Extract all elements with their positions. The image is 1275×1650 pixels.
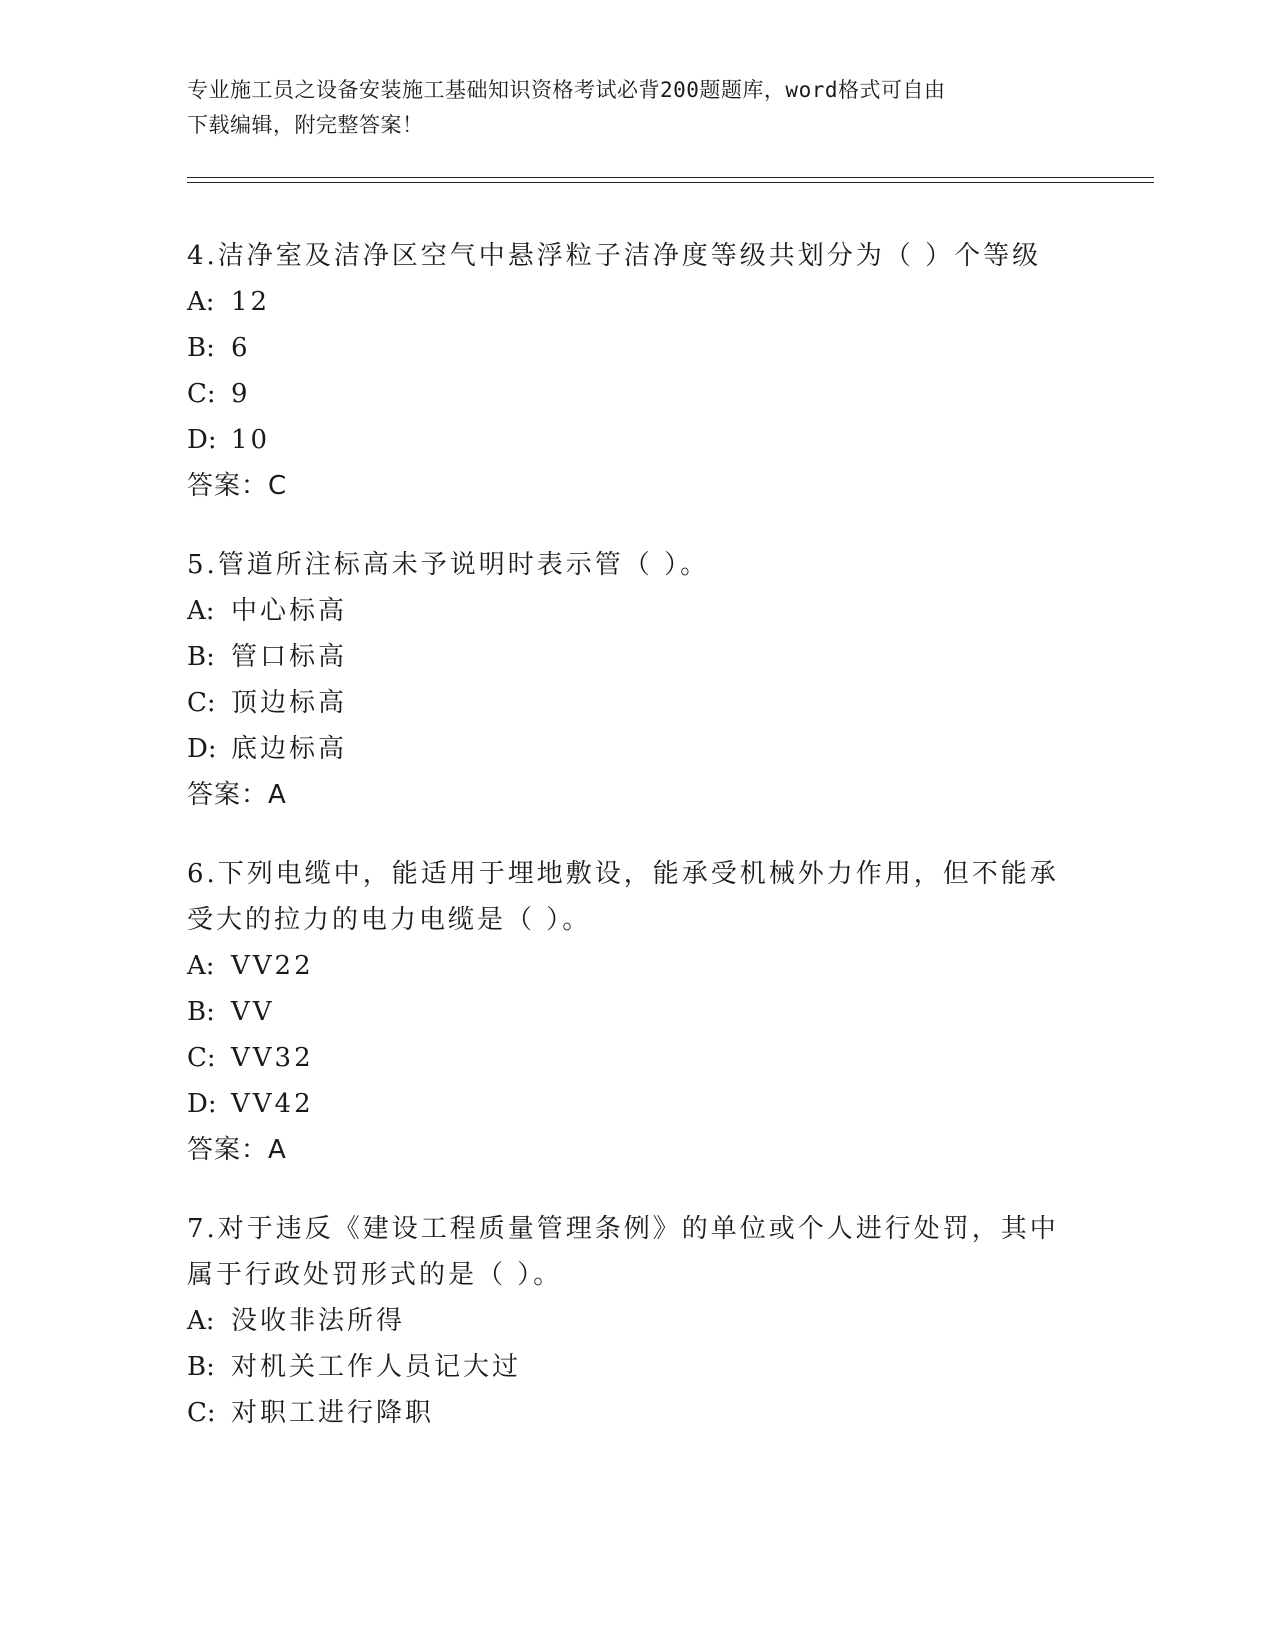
option-b (187, 325, 1087, 371)
option-c (187, 1390, 1087, 1436)
option-text: 管口标高 (231, 642, 348, 672)
question-7 (187, 1206, 1087, 1436)
option-label: B: (187, 642, 215, 672)
answer-line: 答案：C (187, 471, 288, 501)
option-text: 10 (231, 425, 271, 455)
header-divider-bottom (187, 182, 1154, 183)
option-d (187, 417, 1087, 463)
option-label: D: (187, 1089, 217, 1119)
option-label: B: (187, 333, 215, 363)
header-line-1: 专业施工员之设备安装施工基础知识资格考试必背200题题库，word格式可自由 (187, 78, 946, 102)
option-text: 对职工进行降职 (231, 1398, 435, 1428)
question-text-line-2: 属于行政处罚形式的是（ ）。 (187, 1260, 563, 1290)
option-label: A: (187, 1306, 215, 1336)
option-text: 中心标高 (231, 596, 348, 626)
answer-line: 答案：A (187, 780, 287, 810)
question-5 (187, 542, 1087, 818)
option-c (187, 1035, 1087, 1081)
option-d (187, 726, 1087, 772)
option-label: A: (187, 287, 215, 317)
option-label: B: (187, 997, 215, 1027)
question-text-line-1: 7.对于违反《建设工程质量管理条例》的单位或个人进行处罚，其中 (187, 1214, 1059, 1244)
option-text: 没收非法所得 (231, 1306, 406, 1336)
header-line-2: 下载编辑，附完整答案！ (187, 113, 424, 137)
option-a (187, 588, 1087, 634)
option-c (187, 371, 1087, 417)
option-label: D: (187, 425, 217, 455)
option-label: D: (187, 734, 217, 764)
question-6 (187, 851, 1087, 1173)
option-text: VV42 (231, 1089, 314, 1119)
option-label: C: (187, 1398, 216, 1428)
option-label: B: (187, 1352, 215, 1382)
option-a (187, 279, 1087, 325)
option-text: VV (231, 997, 275, 1027)
header-divider-top (187, 177, 1154, 178)
option-a (187, 943, 1087, 989)
option-b (187, 634, 1087, 680)
option-text: VV22 (231, 951, 314, 981)
option-text: 对机关工作人员记大过 (231, 1352, 522, 1382)
question-text: 5.管道所注标高未予说明时表示管（ ）。 (187, 550, 710, 580)
question-text-line-1: 6.下列电缆中，能适用于埋地敷设，能承受机械外力作用，但不能承 (187, 859, 1059, 889)
option-label: C: (187, 1043, 216, 1073)
question-4 (187, 233, 1087, 509)
question-text: 4.洁净室及洁净区空气中悬浮粒子洁净度等级共划分为（ ）个等级 (187, 241, 1042, 271)
option-text: 12 (231, 287, 271, 317)
answer-line: 答案：A (187, 1135, 287, 1165)
option-c (187, 680, 1087, 726)
option-label: C: (187, 379, 216, 409)
document-header (187, 73, 1087, 143)
option-text: 顶边标高 (231, 688, 348, 718)
option-text: 底边标高 (231, 734, 348, 764)
option-text: 9 (231, 379, 251, 409)
question-text-line-2: 受大的拉力的电力电缆是（ ）。 (187, 905, 592, 935)
option-b (187, 1344, 1087, 1390)
option-text: 6 (231, 333, 251, 363)
option-b (187, 989, 1087, 1035)
question-list (187, 233, 1087, 1469)
option-a (187, 1298, 1087, 1344)
option-label: C: (187, 688, 216, 718)
option-d (187, 1081, 1087, 1127)
option-label: A: (187, 951, 215, 981)
option-text: VV32 (231, 1043, 314, 1073)
option-label: A: (187, 596, 215, 626)
